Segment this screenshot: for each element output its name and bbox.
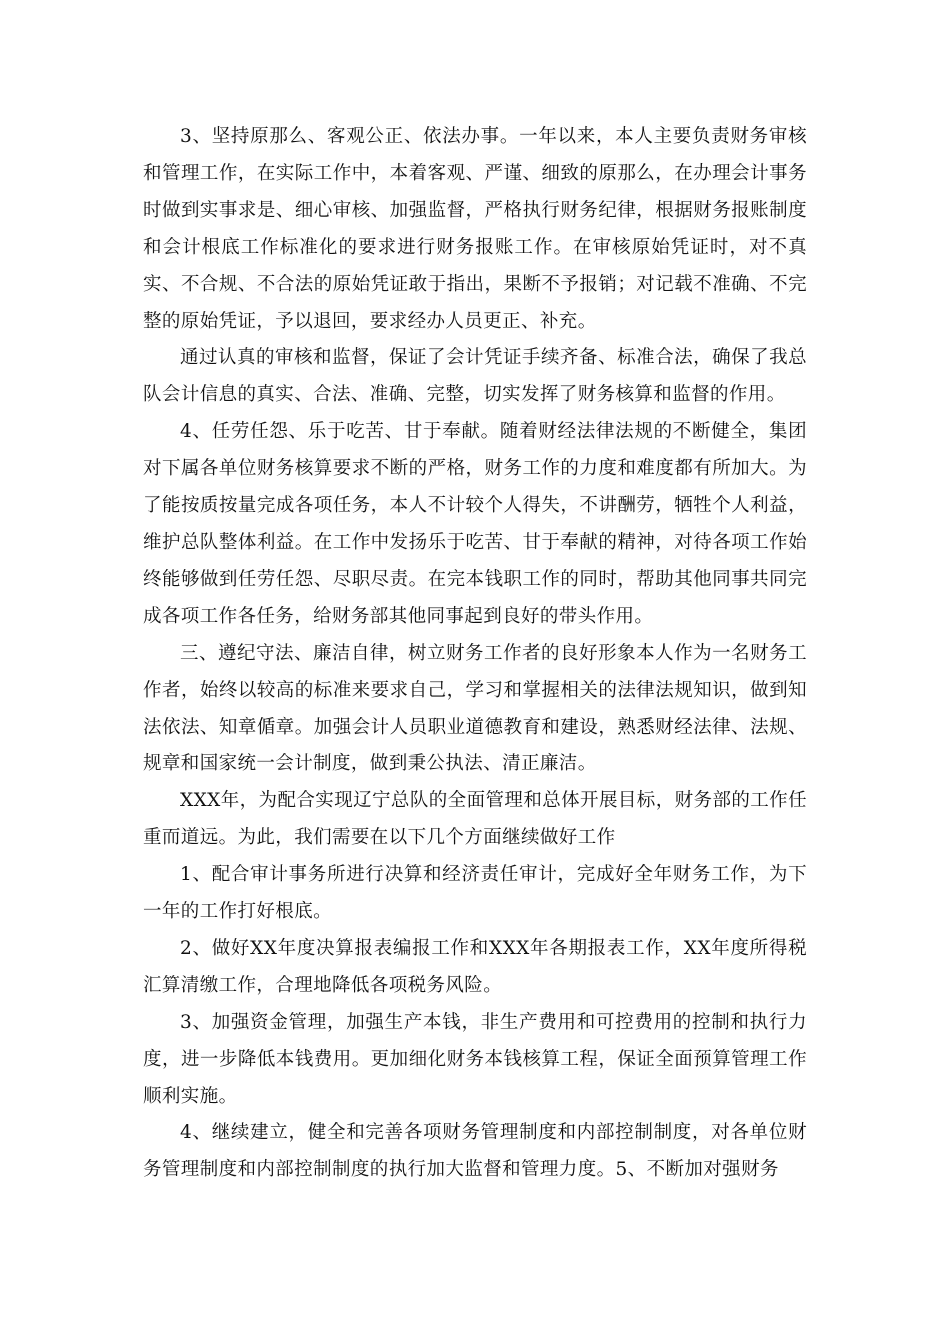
document-body	[143, 119, 807, 1189]
paragraph: 1、配合审计事务所进行决算和经济责任审计，完成好全年财务工作，为下一年的工作打好根底。	[143, 864, 807, 923]
paragraph: 三、遵纪守法、廉洁自律，树立财务工作者的良好形象本人作为一名财务工作者，始终以较高的标准来要求自己，学习和掌握相关的法律法规知识，做到知法依法、知章偱章。加强会计人员职业道德教育和建设，熟悉财经法律、法规、规章和国家统一会计制度，做到秉公执法、清正廉洁。	[143, 642, 807, 775]
paragraph: 3、加强资金管理，加强生产本钱，非生产费用和可控费用的控制和执行力度，进一步降低本钱费用。更加细化财务本钱核算工程，保证全面预算管理工作顺利实施。	[143, 1011, 807, 1107]
paragraph: 4、继续建立，健全和完善各项财务管理制度和内部控制制度，对各单位财务管理制度和内部控制制度的执行加大监督和管理力度。5、不断加对强财务	[143, 1122, 807, 1181]
paragraph: 4、任劳任怨、乐于吃苦、甘于奉献。随着财经法律法规的不断健全，集团对下属各单位财务核算要求不断的严格，财务工作的力度和难度都有所加大。为了能按质按量完成各项任务，本人不计较个人得失，不讲酬劳，牺牲个人利益，维护总队整体利益。在工作中发扬乐于吃苦、甘于奉献的精神，对待各项工作始终能够做到任劳任怨、尽职尽责。在完本钱职工作的同时，帮助其他同事共同完成各项工作各任务，给财务部其他同事起到良好的带头作用。	[143, 421, 807, 627]
paragraph: 2、做好XX年度决算报表编报工作和XXX年各期报表工作，XX年度所得税汇算清缴工作，合理地降低各项税务风险。	[143, 937, 807, 996]
paragraph: 3、坚持原那么、客观公正、依法办事。一年以来，本人主要负责财务审核和管理工作，在实际工作中，本着客观、严谨、细致的原那么，在办理会计事务时做到实事求是、细心审核、加强监督，严格执行财务纪律，根据财务报账制度和会计根底工作标准化的要求进行财务报账工作。在审核原始凭证时，对不真实、不合规、不合法的原始凭证敢于指出，果断不予报销；对记载不准确、不完整的原始凭证，予以退回，要求经办人员更正、补充。	[143, 126, 807, 332]
paragraph: XXX年，为配合实现辽宁总队的全面管理和总体开展目标，财务部的工作任重而道远。为此，我们需要在以下几个方面继续做好工作	[143, 790, 807, 849]
paragraph: 通过认真的审核和监督，保证了会计凭证手续齐备、标准合法，确保了我总队会计信息的真实、合法、准确、完整，切实发挥了财务核算和监督的作用。	[143, 347, 807, 406]
